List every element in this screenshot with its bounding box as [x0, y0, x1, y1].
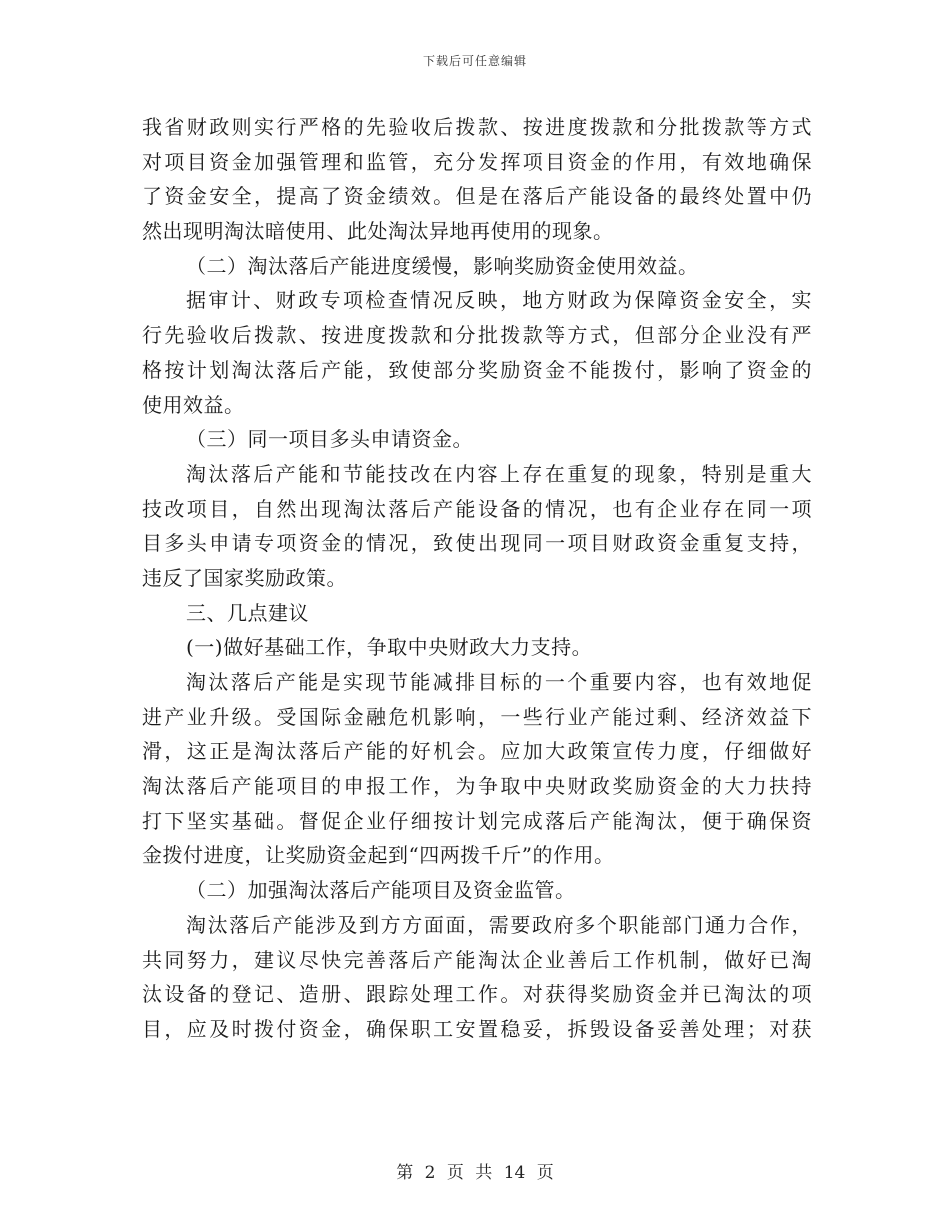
text-line: 共同努力，建议尽快完善落后产能淘汰企业善后工作机制，做好已淘: [142, 947, 812, 972]
text-line: 对项目资金加强管理和监管，充分发挥项目资金的作用，有效地确保: [142, 149, 812, 174]
text-line: 进产业升级。受国际金融危机影响，一些行业产能过剩、经济效益下: [142, 704, 812, 729]
text-line: 目多头申请专项资金的情况，致使出现同一项目财政资金重复支持，: [142, 531, 812, 556]
section-heading: （二）加强淘汰落后产能项目及资金监管。: [186, 878, 576, 903]
text-line: 滑，这正是淘汰落后产能的好机会。应加大政策宣传力度，仔细做好: [142, 739, 812, 764]
text-line: 了资金安全，提高了资金绩效。但是在落后产能设备的最终处置中仍: [142, 184, 812, 209]
text-line: 淘汰落后产能和节能技改在内容上存在重复的现象，特别是重大: [186, 461, 812, 486]
text-line: 淘汰落后产能涉及到方方面面，需要政府多个职能部门通力合作，: [186, 912, 812, 937]
text-line: 打下坚实基础。督促企业仔细按计划完成落后产能淘汰，便于确保资: [142, 808, 812, 833]
text-line: 据审计、财政专项检查情况反映，地方财政为保障资金安全，实: [186, 288, 812, 313]
section-heading: (一)做好基础工作，争取中央财政大力支持。: [186, 635, 593, 660]
text-line: 淘汰落后产能是实现节能减排目标的一个重要内容，也有效地促: [186, 670, 812, 694]
section-heading: （三）同一项目多头申请资金。: [186, 427, 473, 452]
text-line: 格按计划淘汰落后产能，致使部分奖励资金不能拨付，影响了资金的: [142, 357, 812, 382]
text-line: 汰设备的登记、造册、跟踪处理工作。对获得奖励资金并已淘汰的项: [142, 982, 812, 1007]
text-line: 然出现明淘汰暗使用、此处淘汰异地再使用的现象。: [142, 219, 614, 244]
text-line: 行先验收后拨款、按进度拨款和分批拨款等方式，但部分企业没有严: [142, 323, 812, 348]
text-line: 技改项目，自然出现淘汰落后产能设备的情况，也有企业存在同一项: [142, 496, 812, 521]
section-heading: 三、几点建议: [186, 600, 309, 625]
text-line: 金拨付进度，让奖励资金起到“四两拨千斤”的作用。: [142, 843, 615, 868]
text-line: 使用效益。: [142, 392, 245, 417]
text-line: 目，应及时拨付资金，确保职工安置稳妥，拆毁设备妥善处理；对获: [142, 1016, 812, 1041]
text-line: 违反了国家奖励政策。: [142, 565, 347, 590]
text-line: 我省财政则实行严格的先验收后拨款、按进度拨款和分批拨款等方式: [142, 115, 812, 139]
section-heading: （二）淘汰落后产能进度缓慢，影响奖励资金使用效益。: [186, 253, 699, 278]
document-body: [142, 110, 812, 1047]
text-line: 淘汰落后产能项目的申报工作，为争取中央财政奖励资金的大力扶持: [142, 774, 812, 799]
page-header: 下载后可任意编辑: [422, 54, 527, 68]
page-number: 第 2 页 共 14 页: [396, 1163, 554, 1183]
